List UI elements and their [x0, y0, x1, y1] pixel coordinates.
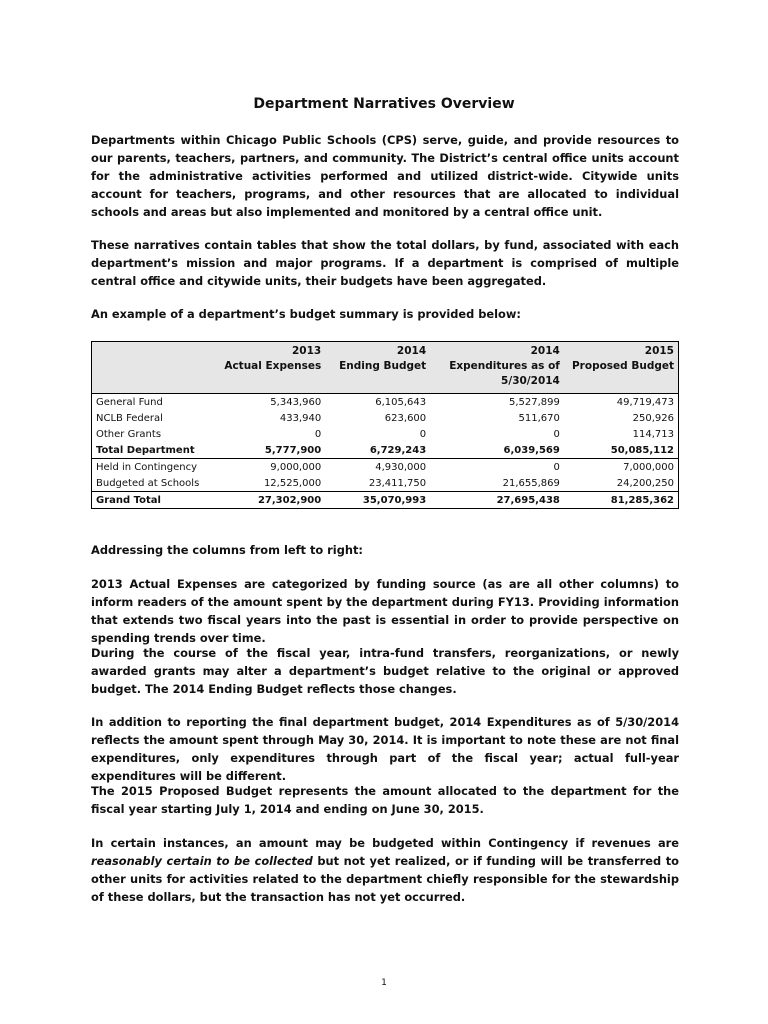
table-row-grand-total [92, 492, 679, 509]
table-row [92, 394, 679, 411]
columns-intro: Addressing the columns from left to right: [91, 543, 363, 557]
cell-value: 24,200,250 [616, 477, 674, 489]
intro-paragraph-1: Departments within Chicago Public Schools (CPS) serve, guide, and provide resources to our parents, teachers, partners, and community. The District’s central office units account for the administrative activities performed and utilized district-wide. Citywide units account for teachers, programs, and other resources that are allocated to individual schools and areas but also implemented and monitored by a central office unit. [91, 133, 679, 219]
header-2015-proposed [564, 342, 679, 394]
paragraph-2015-proposed [91, 782, 679, 818]
cell-value: 27,302,900 [220, 492, 325, 509]
text-run: The [91, 784, 121, 798]
header-label: Proposed Budget [571, 360, 674, 372]
cell-value: 21,655,869 [502, 477, 560, 489]
text-run-italic: reasonably certain to be collected [91, 854, 313, 868]
table-row [92, 410, 679, 426]
text-run: In certain instances, an amount may be budgeted within [91, 836, 489, 850]
table-row [92, 475, 679, 492]
header-label-col [92, 342, 221, 394]
cell-value: 6,105,643 [375, 396, 427, 408]
text-run: but not yet realized, or if funding will be transferred to other units for activities related to the department chiefly responsible for the stewardship of these dollars, but the transaction has not yet occurred. [91, 854, 679, 904]
cell-value: 433,940 [279, 412, 322, 424]
cell-value: 5,777,900 [220, 442, 325, 459]
header-label: Actual Expenses [224, 360, 322, 372]
cell-value: 6,039,569 [430, 442, 564, 459]
paragraph-2013-actual: 2013 Actual Expenses are categorized by funding source (as are all other columns) to inform readers of the amount spent by the department during FY13. Providing information that extends two fiscal years into the past is essential in order to provide perspective on spending trends over time. [91, 577, 679, 645]
row-label: General Fund [96, 396, 163, 408]
cell-value: 0 [553, 461, 560, 473]
cell-value: 0 [419, 428, 427, 440]
header-year: 2015 [644, 345, 674, 357]
row-label: Budgeted at Schools [96, 477, 200, 489]
cell-value: 81,285,362 [564, 492, 679, 509]
cell-value: 250,926 [632, 412, 674, 424]
cell-value: 4,930,000 [375, 461, 427, 473]
header-year: 2014 [530, 345, 560, 357]
text-run: reflects those changes. [302, 682, 457, 696]
text-run: if revenues are [568, 836, 679, 850]
header-year: 2014 [396, 345, 427, 357]
table-row-total-department [92, 442, 679, 459]
paragraph-2014-expenditures [91, 713, 679, 785]
table-row [92, 459, 679, 476]
cell-value: 23,411,750 [368, 477, 427, 489]
text-run: represents the amount allocated to the department for the fiscal year starting July 1, 2014 and ending on June 30, 2015. [91, 784, 679, 816]
cell-value: 35,070,993 [325, 492, 430, 509]
header-2014-expenditures [430, 342, 564, 394]
budget-summary-table [91, 341, 679, 509]
row-label: NCLB Federal [96, 412, 163, 424]
table-header-row [92, 342, 679, 394]
header-year: 2013 [291, 345, 322, 357]
row-label: Total Department [92, 442, 221, 459]
cell-value: 49,719,473 [616, 396, 674, 408]
cell-value: 7,000,000 [623, 461, 674, 473]
cell-value: 12,525,000 [263, 477, 322, 489]
header-label: Expenditures as of 5/30/2014 [449, 360, 560, 387]
header-2013-actual [220, 342, 325, 394]
cell-value: 9,000,000 [270, 461, 322, 473]
page-number: 1 [381, 978, 387, 988]
text-run: reflects the amount spent through May 30, 2014. It is important to note these are not final expenditures, only expenditures through part of the fiscal year; actual full-year expenditures will be different. [91, 733, 679, 783]
cell-value: 511,670 [518, 412, 560, 424]
cell-value: 5,343,960 [270, 396, 322, 408]
cell-value: 623,600 [384, 412, 427, 424]
row-label: Held in Contingency [96, 461, 198, 473]
cell-value: 114,713 [632, 428, 674, 440]
paragraph-2014-ending [91, 644, 679, 698]
text-run-emphasis: 2015 Proposed Budget [121, 784, 273, 798]
table-row [92, 426, 679, 442]
example-intro: An example of a department’s budget summary is provided below: [91, 307, 521, 321]
cell-value: 6,729,243 [325, 442, 430, 459]
row-label: Other Grants [96, 428, 162, 440]
header-2014-ending [325, 342, 430, 394]
cell-value: 27,695,438 [430, 492, 564, 509]
page-title: Department Narratives Overview [253, 96, 515, 112]
text-run: In addition to reporting the final department budget, [91, 715, 450, 729]
paragraph-contingency [91, 834, 679, 906]
cell-value: 0 [314, 428, 322, 440]
intro-paragraph-2: These narratives contain tables that show the total dollars, by fund, associated with each department’s mission and major programs. If a department is comprised of multiple central office and citywide units, their budgets have been aggregated. [91, 238, 679, 288]
cell-value: 5,527,899 [508, 396, 560, 408]
header-label: Ending Budget [339, 360, 427, 372]
text-run-emphasis: 2014 Ending Budget [172, 682, 303, 696]
text-run: During the course of the fiscal year, intra-fund transfers, reorganizations, or newly awarded grants may alter a department’s budget relative to the original or approved budget. The [91, 646, 679, 696]
cell-value: 0 [553, 428, 560, 440]
row-label: Grand Total [92, 492, 221, 509]
text-run-emphasis: Contingency [488, 836, 569, 850]
text-run-emphasis: 2014 Expenditures as of 5/30/2014 [449, 715, 680, 729]
cell-value: 50,085,112 [564, 442, 679, 459]
